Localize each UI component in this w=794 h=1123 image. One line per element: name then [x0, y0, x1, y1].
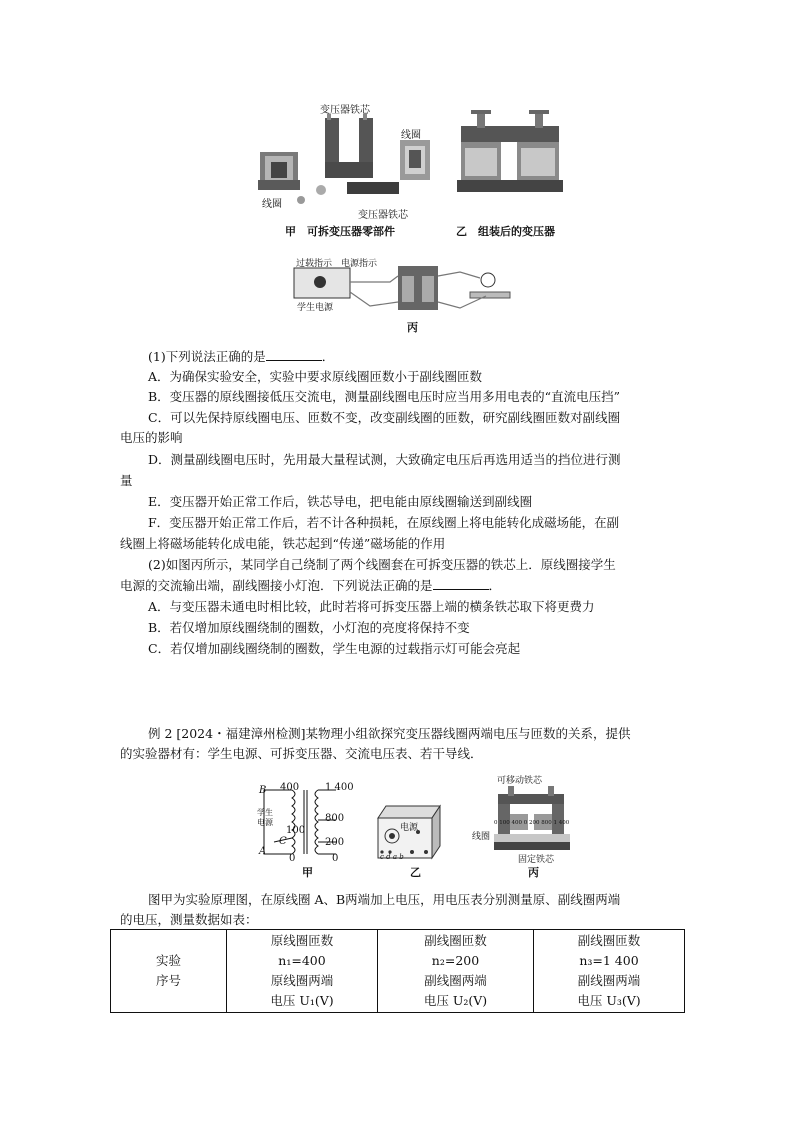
caption-fig2-jia: 甲 — [302, 866, 313, 879]
q2-option-b: B．若仅增加原线圈绕制的圈数，小灯泡的亮度将保持不变 — [148, 620, 470, 635]
header-primary: 原线圈匝数 n₁=400 原线圈两端 电压 U₁(V) — [227, 930, 378, 1013]
label-B: B — [259, 785, 267, 796]
u-core-icon — [325, 114, 373, 178]
caption-fig2-bing: 丙 — [528, 866, 539, 879]
label-overload: 过载指示 — [296, 259, 333, 269]
label-n0: 0 — [289, 853, 296, 864]
q1-option-c: C．可以先保持原线圈电压、匝数不变，改变副线圈的匝数，研究副线圈匝数对副线圈 — [148, 410, 621, 425]
core-bar-icon — [347, 182, 399, 194]
label-power-yi: 电源 — [400, 823, 419, 833]
q1-option-d-cont: 量 — [120, 473, 133, 488]
q2-option-c: C．若仅增加副线圈绕制的圈数，学生电源的过载指示灯可能会亮起 — [148, 641, 521, 656]
label-student-supply: 学生电源 — [257, 808, 273, 827]
label-n800: 800 — [325, 813, 345, 824]
q2-option-a: A．与变压器未通电时相比较，此时若将可拆变压器上端的横条铁芯取下将更费力 — [148, 599, 595, 614]
label-C: C — [279, 836, 287, 847]
after-fig-line2: 的电压，测量数据如表： — [120, 912, 258, 927]
caption-bing: 丙 — [407, 321, 418, 334]
q1-option-d: D．测量副线圈电压时，先用最大量程试测，大致确定电压后再选用适当的挡位进行测 — [148, 452, 621, 467]
coil-right-icon — [400, 140, 430, 180]
caption-fig2-yi: 乙 — [410, 866, 421, 879]
q1-option-f-cont: 线圈上将磁场能转化成电能，铁芯起到“传递”磁场能的作用 — [120, 536, 446, 551]
q1-option-a: A．为确保实验安全，实验中要求原线圈匝数小于副线圈匝数 — [148, 369, 483, 384]
label-power: 电源指示 — [341, 259, 378, 269]
q1-option-b: B．变压器的原线圈接低压交流电，测量副线圈电压时应当用多用电表的“直流电压挡” — [148, 389, 620, 404]
label-supply: 学生电源 — [297, 303, 334, 313]
q1-stem: (1)下列说法正确的是 ． — [148, 349, 335, 364]
example2-line2: 的实验器材有：学生电源、可拆变压器、交流电压表、若干导线． — [120, 746, 483, 761]
q1-answer-blank[interactable] — [266, 348, 322, 361]
header-secondary-2: 副线圈匝数 n₂=200 副线圈两端 电压 U₂(V) — [378, 930, 534, 1013]
label-n200: 200 — [325, 837, 345, 848]
label-coil-right: 线圈 — [401, 130, 421, 141]
label-n400: 400 — [280, 782, 300, 793]
q1-option-f: F．变压器开始正常工作后，若不计各种损耗，在原线圈上将电能转化成磁场能，在副 — [148, 515, 620, 530]
label-core-bottom: 变压器铁芯 — [358, 210, 408, 221]
data-table — [110, 929, 685, 1013]
label-fixed-core: 固定铁芯 — [518, 855, 555, 865]
q1-option-c-cont: 电压的影响 — [120, 430, 183, 445]
q1-option-e: E．变压器开始正常工作后，铁芯导电，把电能由原线圈输送到副线圈 — [148, 494, 533, 509]
coil-left-icon — [258, 152, 300, 190]
label-A: A — [259, 846, 267, 857]
caption-yi: 乙 组装后的变压器 — [456, 225, 555, 238]
label-n0b: 0 — [332, 853, 339, 864]
label-coil-bing: 线圈 — [472, 832, 491, 842]
header-secondary-3: 副线圈匝数 n₃=1 400 副线圈两端 电压 U₃(V) — [534, 930, 685, 1013]
header-trial-no: 实验 序号 — [111, 930, 227, 1013]
label-movable-core: 可移动铁芯 — [497, 776, 543, 786]
label-n1400: 1 400 — [325, 782, 354, 793]
caption-jia: 甲 可拆变压器零部件 — [285, 225, 395, 238]
after-fig-line1: 图甲为实验原理图，在原线圈 A、B两端加上电压，用电压表分别测量原、副线圈两端 — [148, 892, 621, 907]
q2-answer-blank[interactable] — [433, 577, 489, 590]
label-scale: 0 100 400 0 200 800 1 400 — [494, 820, 570, 826]
q2-stem-line1: (2)如图丙所示，某同学自己绕制了两个线圈套在可拆变压器的铁芯上．原线圈接学生 — [148, 557, 616, 572]
label-coil-left: 线圈 — [262, 199, 282, 210]
example2-line1: 例 2 [2024・福建漳州检测]某物理小组欲探究变压器线圈两端电压与匝数的关系，提供 — [148, 726, 631, 741]
label-terminals: c d a b — [380, 853, 404, 861]
label-n100: 100 — [286, 825, 306, 836]
label-core-top: 变压器铁芯 — [320, 105, 370, 116]
figure-yi-photo — [455, 108, 565, 196]
q2-stem-line2: 电源的交流输出端，副线圈接小灯泡．下列说法正确的是 ． — [120, 578, 502, 593]
